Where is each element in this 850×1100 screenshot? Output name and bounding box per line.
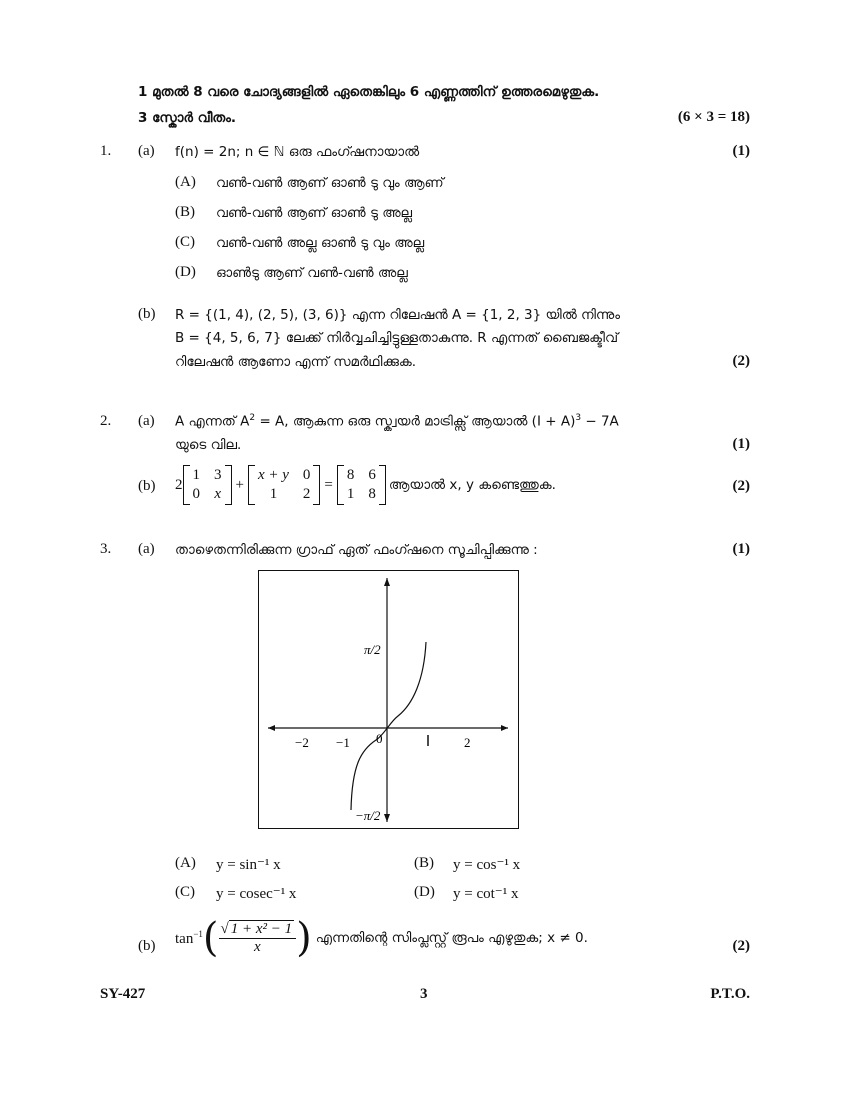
q3-option-a-text: y = sin⁻¹ x: [216, 857, 281, 873]
right-paren: ): [296, 915, 312, 961]
q3b-expression: [175, 915, 588, 961]
arctan-graph: [258, 570, 519, 829]
section-marks: (6 × 3 = 18): [677, 109, 750, 125]
q3b-tail: എന്നതിന്റെ സിംപ്ലസ്റ്റ് രൂപം എഴുതുക; x ≠ 0.: [315, 930, 588, 946]
matrix-3: 8 6 1 8: [337, 465, 386, 505]
q1a-marks: (1): [732, 143, 750, 159]
graph-frame: [259, 571, 519, 829]
q2-number: 2.: [100, 413, 112, 429]
q1a-text: f(n) = 2n; n ∈ ℕ ഒരു ഫംഗ്ഷനായാൽ: [175, 144, 420, 160]
left-paren: (: [202, 915, 219, 961]
q1-number: 1.: [100, 143, 112, 159]
q3-option-b-label: (B): [414, 855, 434, 871]
q3a-text: താഴെതന്നിരിക്കുന്ന ഗ്രാഫ് ഏത് ഫംഗ്ഷനെ സൂചിപ്പിക്കുന്നു :: [175, 542, 538, 558]
q3b-fraction: $\frac{\text{√ 1 + x² − 1}}{x}$: [219, 921, 297, 956]
q3b-marks: (2): [732, 938, 750, 954]
q3b-label: (b): [138, 938, 156, 954]
x-tick-label-minus-2: −2: [295, 735, 309, 750]
q3b-denominator: x: [254, 938, 261, 955]
q3-option-d-text: y = cot⁻¹ x: [453, 886, 519, 902]
q2b-coefficient: 2: [175, 476, 183, 493]
footer-page-number: 3: [420, 986, 428, 1002]
q1-option-b-label: (B): [175, 204, 195, 220]
q3a-marks: (1): [732, 541, 750, 557]
q1-option-d-text: ഓൺടു ആണ് വൺ-വൺ അല്ല: [216, 265, 408, 281]
q3-number: 3.: [100, 541, 112, 557]
sqrt-content: 1 + x² − 1: [230, 920, 293, 937]
q3a-label: (a): [138, 541, 155, 557]
instruction-line-2: 3 സ്കോർ വീതം.: [138, 110, 237, 126]
footer-pto: P.T.O.: [710, 986, 750, 1002]
matrix-1: 1 3 0 x: [183, 465, 232, 505]
q1-option-d-label: (D): [175, 264, 196, 280]
q1-option-a-text: വൺ-വൺ ആണ് ഓൺ ടു വും ആണ്: [216, 175, 444, 191]
y-label-top: π/2: [364, 642, 381, 657]
q1b-line-3: റിലേഷൻ ആണോ എന്ന് സമർഥിക്കുക.: [175, 354, 417, 370]
q1b-line-2: B = {4, 5, 6, 7} ലേക്ക് നിർവ്വചിച്ചിട്ടുള്ളതാകുന്നു. R എന്നത് ബൈജക്ടീവ്: [175, 330, 619, 346]
q2b-matrix-equation: [175, 465, 556, 505]
equals-sign: =: [324, 476, 333, 493]
q3-option-a-label: (A): [175, 855, 196, 871]
matrix-2: x + y 0 1 2: [248, 465, 320, 505]
q2b-marks: (2): [732, 478, 750, 494]
q1-option-b-text: വൺ-വൺ ആണ് ഓൺ ടു അല്ല: [216, 205, 413, 221]
q3-option-c-label: (C): [175, 884, 195, 900]
q3b-function: $\tan^{-1}$: [175, 928, 203, 947]
q3-option-d-label: (D): [414, 884, 435, 900]
q1-option-c-text: വൺ-വൺ അല്ല ഓൺ ടു വും അല്ല: [216, 235, 425, 251]
q2a-marks: (1): [732, 436, 750, 452]
q1b-marks: (2): [732, 353, 750, 369]
footer-code: SY-427: [100, 986, 146, 1002]
x-tick-label-2: 2: [464, 735, 471, 750]
q2b-label: (b): [138, 478, 156, 494]
q3-option-c-text: y = cosec⁻¹ x: [216, 886, 297, 902]
instruction-line-1: 1 മുതൽ 8 വരെ ചോദ്യങ്ങളിൽ ഏതെങ്കിലും 6 എണ്ണത്തിന് ഉത്തരമെഴുതുക.: [138, 84, 600, 100]
q2a-line-1: A എന്നത് $A^2 = A$, ആകുന്ന ഒരു സ്ക്വയർ മാട്രിക്സ് ആയാൽ $(I + A)^3 - 7A$: [175, 413, 619, 430]
q1b-label: (b): [138, 306, 156, 322]
q1b-line-1: R = {(1, 4), (2, 5), (3, 6)} എന്ന റിലേഷൻ A = {1, 2, 3} യിൽ നിന്നും: [175, 307, 620, 323]
q2a-line-2: യുടെ വില.: [175, 437, 242, 453]
x-tick-label-minus-1: −1: [336, 735, 350, 750]
y-label-bottom: −π/2: [355, 808, 381, 823]
x-tick-label-0: 0: [376, 731, 383, 746]
q1-option-c-label: (C): [175, 234, 195, 250]
q1-option-a-label: (A): [175, 174, 196, 190]
q3-option-b-text: y = cos⁻¹ x: [453, 857, 521, 873]
q2b-tail: ആയാൽ x, y കണ്ടെത്തുക.: [388, 477, 556, 493]
q1a-label: (a): [138, 143, 155, 159]
q2a-label: (a): [138, 413, 155, 429]
plus-sign: +: [235, 476, 244, 493]
